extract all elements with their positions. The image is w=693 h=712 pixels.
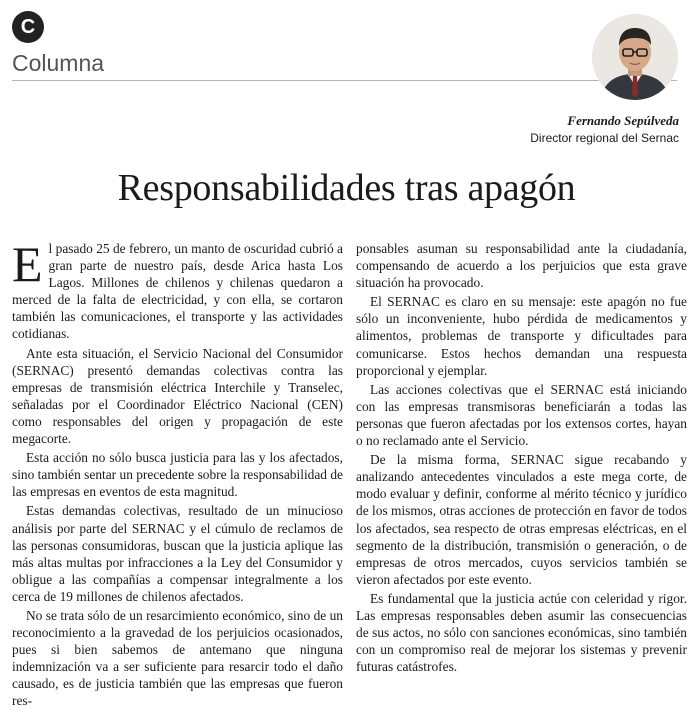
article-body	[12, 236, 687, 709]
article-paragraph: No se trata sólo de un resarcimiento económico, sino de un reconocimiento a la gravedad de los perjuicios ocasionados, pues si bien sabemos de antemano que ninguna indemnización va a ser suficiente para resarcir todo el daño causado, es de justicia también que las empresas que fueron res-	[12, 607, 343, 709]
article-paragraph: ponsables asuman su responsabilidad ante la ciudadanía, compensando de acuerdo a los perjuicios que esta grave situación ha provocado.	[356, 241, 687, 291]
column-header	[0, 0, 693, 150]
article-paragraph: De la misma forma, SERNAC sigue recabando y analizando antecedentes vinculados a este mega corte, de modo evaluar y definir, conforme al mérito técnico y jurídico de los mismos, otras acciones de protección en favor de todos los afectados, sea respecto de otras empresas eléctricas, en el segmento de la distribución, transmisión o generación, o de empresas de otros mercados, cuyos servicios también se vieron afectados por este evento.	[356, 452, 687, 587]
article-paragraph: Es fundamental que la justicia actúe con celeridad y rigor. Las empresas responsables deben asumir las consecuencias de sus actos, no sólo con sanciones económicas, sino también con un compromiso real de mejorar los sistemas y prevenir futuras catástrofes.	[356, 590, 687, 675]
section-badge	[12, 11, 44, 43]
article-paragraph: Estas demandas colectivas, resultado de un minucioso análisis por parte del SERNAC y el cúmulo de reclamos de las personas consumidoras, buscan que la justicia aplique las más altas multas por infracciones a la Ley del Consumidor y obligue a las compañías a compensar integralmente a los cerca de 19 millones de chilenos afectados.	[12, 503, 343, 604]
article-paragraph	[12, 236, 343, 343]
author-photo	[592, 14, 678, 100]
drop-cap: E	[12, 236, 43, 292]
header-divider	[12, 80, 677, 81]
author-role: Director regional del Sernac	[530, 131, 679, 145]
article-paragraph: El SERNAC es claro en su mensaje: este apagón no fue sólo un inconveniente, hubo pérdida de medicamentos y alimentos, problemas de transporte y dificultades para comunicarse. Estos hechos demandan una respuesta proporcional y ejemplar.	[356, 294, 687, 378]
author-portrait-icon	[592, 14, 678, 100]
section-label: Columna	[12, 50, 105, 76]
author-name: Fernando Sepúlveda	[567, 113, 679, 128]
article-column-left	[12, 236, 343, 712]
headline: Responsabilidades tras apagón	[117, 167, 576, 209]
article-column-right	[356, 240, 687, 677]
section-badge-letter: C	[20, 15, 36, 38]
article-paragraph: Ante esta situación, el Servicio Nacional del Consumidor (SERNAC) presentó demandas colectivas contra las empresas de transmisión eléctrica Interchile y Transelec, señaladas por el Coordinador Eléctrico Nacional (CEN) como responsables del origen y propagación de este megacorte.	[12, 345, 343, 447]
article-paragraph: Las acciones colectivas que el SERNAC está iniciando con las empresas transmisoras beneficiarán a todas las personas que fueron afectadas por los extensos cortes, hayan o no reclamado ante el Servicio.	[356, 381, 687, 449]
article-paragraph: Esta acción no sólo busca justicia para las y los afectados, sino también sentar un precedente sobre la responsabilidad de las empresas en eventos de esta magnitud.	[12, 450, 343, 500]
paragraph-text: l pasado 25 de febrero, un manto de oscuridad cubrió a gran parte de nuestro país, desde Arica hasta Los Lagos. Millones de chilenos y chilenas quedaron a merced de la falta de electricidad, y con ella, se cortaron también las comunicaciones, el transporte y las actividades cotidianas.	[12, 241, 343, 342]
